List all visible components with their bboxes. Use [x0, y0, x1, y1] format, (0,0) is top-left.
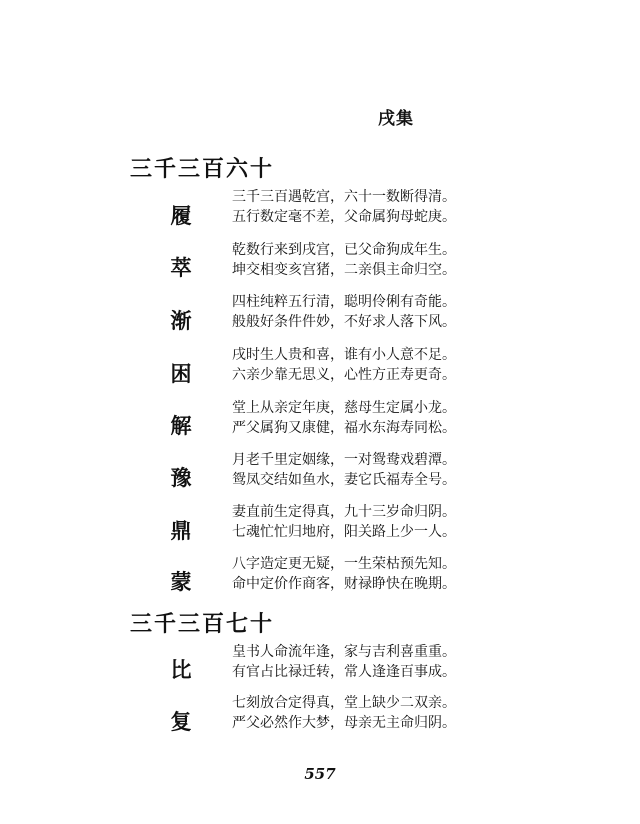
hexagram-name: 鼎: [170, 518, 192, 543]
hexagram-name: 履: [170, 203, 192, 228]
hexagram-name: 萃: [170, 255, 192, 280]
verse-line: 严父必然作大梦，母亲无主命归阴。: [232, 715, 456, 731]
verse-line: 妻直前生定得真，九十三岁命归阴。: [232, 504, 456, 520]
verse-line: 五行数定毫不差，父命属狗母蛇庚。: [232, 209, 456, 225]
verse-line: 七魂忙忙归地府，阳关路上少一人。: [232, 524, 456, 540]
verse-line: 七刻放合定得真，堂上缺少二双亲。: [232, 695, 456, 711]
verse-block: [232, 642, 612, 682]
verse-block: [232, 450, 612, 490]
hexagram-name: 渐: [170, 308, 192, 333]
page-number: 557: [304, 765, 336, 783]
verse-line: 严父属狗又康健，福水东海寿同松。: [232, 420, 456, 436]
verse-block: [232, 292, 612, 332]
hexagram-name: 豫: [170, 465, 192, 490]
verse-line: 坤交相变亥宫猪，二亲俱主命归空。: [232, 262, 456, 278]
verse-block: [232, 187, 612, 227]
verse-line: 八字造定更无疑，一生荣枯预先知。: [232, 556, 456, 572]
verse-block: [232, 554, 612, 594]
verse-block: [232, 693, 612, 733]
hexagram-name: 解: [170, 413, 192, 438]
verse-line: 命中定价作商客，财禄睁快在晚期。: [232, 576, 456, 592]
verse-line: 乾数行来到戌宫，已父命狗成年生。: [232, 242, 456, 258]
verse-block: [232, 345, 612, 385]
verse-line: 有官占比禄迁转，常人逢逢百事成。: [232, 664, 456, 680]
section-heading: 三千三百七十: [130, 611, 275, 637]
verse-line: 堂上从亲定年庚，慈母生定属小龙。: [232, 400, 456, 416]
hexagram-name: 复: [170, 709, 192, 734]
hexagram-name: 困: [170, 361, 192, 386]
hexagram-name: 蒙: [170, 569, 192, 594]
verse-line: 鸳凤交结如鱼水，妻它氏福寿全号。: [232, 472, 456, 488]
verse-block: [232, 502, 612, 542]
verse-line: 月老千里定姻缘，一对鸳鸯戏碧潭。: [232, 452, 456, 468]
verse-line: 皇书人命流年逢，家与吉利喜重重。: [232, 644, 456, 660]
running-header: 戌集: [378, 109, 414, 129]
verse-line: 三千三百遇乾宫，六十一数断得清。: [232, 189, 456, 205]
verse-line: 四柱纯粹五行清，聪明伶俐有奇能。: [232, 294, 456, 310]
verse-block: [232, 398, 612, 438]
hexagram-name: 比: [170, 657, 192, 682]
section-heading: 三千三百六十: [130, 156, 275, 182]
verse-line: 般般好条件件妙，不好求人落下风。: [232, 314, 456, 330]
verse-line: 六亲少靠无思义，心性方正寿更奇。: [232, 367, 456, 383]
verse-block: [232, 240, 612, 280]
verse-line: 戌时生人贵和喜，谁有小人意不足。: [232, 347, 456, 363]
